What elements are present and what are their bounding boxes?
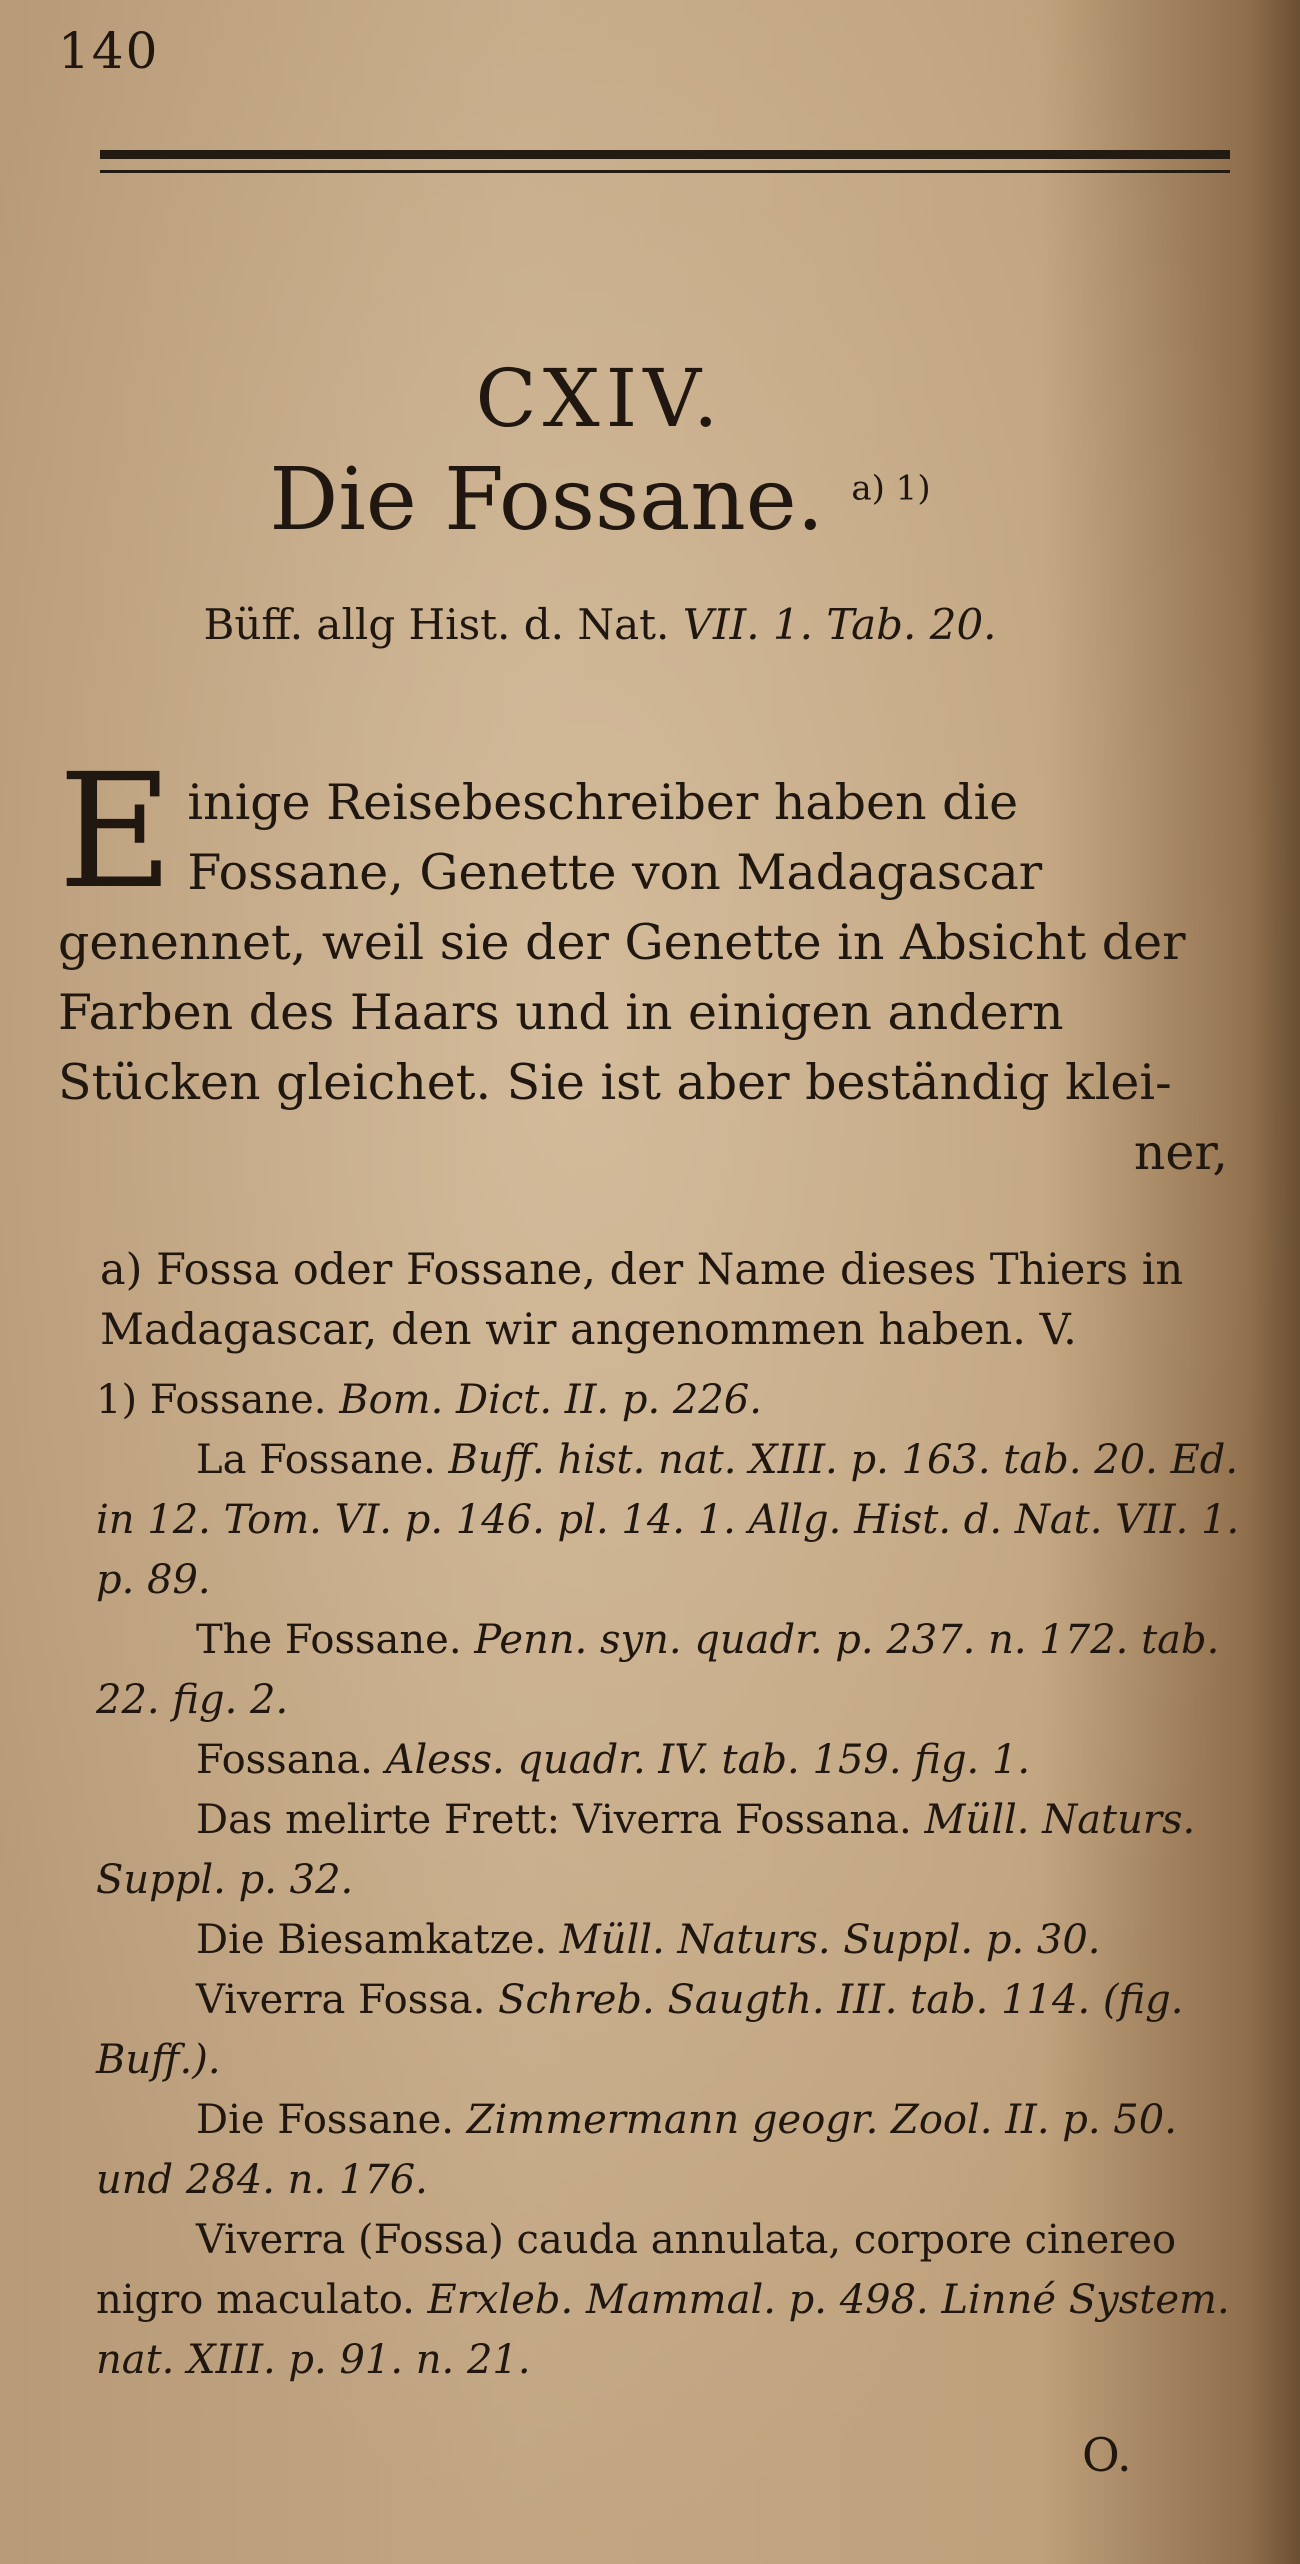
footnote-entry	[96, 1370, 1246, 1430]
paragraph-text: inige Reisebeschreiber haben die Fossane, Genette von Madagascar genennet, weil sie der Genette in Absicht der Farben des Haars und in einigen andern Stücken gleichet. Sie ist aber beständig klei-	[58, 774, 1186, 1111]
entry-ref: Bom. Dict. II. p. 226.	[339, 1377, 762, 1423]
chapter-number: CXIV.	[475, 352, 725, 445]
catchword: ner,	[1133, 1124, 1228, 1181]
drop-cap: E	[58, 740, 174, 924]
chapter-title	[0, 450, 1200, 550]
footnote-marker: 1)	[96, 1377, 138, 1423]
entry-lead: Fossane.	[149, 1377, 327, 1423]
footnote-signature: O.	[1082, 2428, 1132, 2482]
title-citation	[0, 600, 1200, 649]
footnote-entry	[96, 1910, 1246, 1970]
entry-lead: Viverra Fossa.	[196, 1977, 486, 2023]
entry-lead: Fossana.	[196, 1737, 373, 1783]
footnote-entry	[96, 1610, 1246, 1730]
citation-plain: Büff. allg Hist. d. Nat.	[203, 600, 670, 649]
citation-italic: VII. 1. Tab. 20.	[682, 600, 997, 649]
title-text: Die Fossane.	[269, 450, 824, 550]
entry-ref: Müll. Naturs. Suppl. p. 30.	[559, 1917, 1101, 1963]
entry-lead: Die Fossane.	[196, 2097, 454, 2143]
footnote-entry	[96, 1970, 1246, 2090]
entry-lead: Die Biesamkatze.	[196, 1917, 548, 1963]
entry-lead: The Fossane.	[196, 1617, 462, 1663]
footnote-entry	[96, 1730, 1246, 1790]
entry-lead: La Fossane.	[196, 1437, 436, 1483]
entry-ref: Buff. hist. nat. XIII. p. 163. tab. 20. Ed. in 12. Tom. VI. p. 146. pl. 14. 1. Allg. Hist. d. Nat. VII. 1. p. 89.	[96, 1437, 1240, 1603]
entry-lead: Das melirte Frett: Viverra Fossana.	[196, 1797, 912, 1843]
footnote-entry	[96, 1430, 1246, 1610]
entry-ref: Aless. quadr. IV. tab. 159. fig. 1.	[385, 1737, 1031, 1783]
title-footnote-markers: a) 1)	[851, 468, 931, 509]
entry-ref: Zimmermann geogr. Zool. II. p. 50. und 284. n. 176.	[96, 2097, 1177, 2203]
main-paragraph	[58, 740, 1238, 1188]
entry-ref: Müll. Naturs. Suppl. p. 32.	[96, 1797, 1196, 1903]
page-number: 140	[58, 22, 160, 80]
entry-lead: Viverra (Fossa) cauda annulata, corpore cinereo nigro maculato.	[96, 2217, 1177, 2323]
entry-ref: Penn. syn. quadr. p. 237. n. 172. tab. 22. fig. 2.	[96, 1617, 1220, 1723]
footnote-entry	[96, 2210, 1246, 2390]
header-rule-thick	[100, 150, 1230, 159]
footnote-a: a) Fossa oder Fossane, der Name dieses Thiers in Madagascar, den wir angenommen haben. V.	[100, 1245, 1184, 1355]
header-rule-thin	[100, 170, 1230, 173]
footnote-entry	[96, 2090, 1246, 2210]
entry-ref: Erxleb. Mammal. p. 498. Linné System. nat. XIII. p. 91. n. 21.	[96, 2277, 1230, 2383]
footnote-1	[96, 1370, 1246, 2390]
footnote-entry	[96, 1790, 1246, 1910]
entry-ref: Schreb. Saugth. III. tab. 114. (fig. Buff.).	[96, 1977, 1184, 2083]
